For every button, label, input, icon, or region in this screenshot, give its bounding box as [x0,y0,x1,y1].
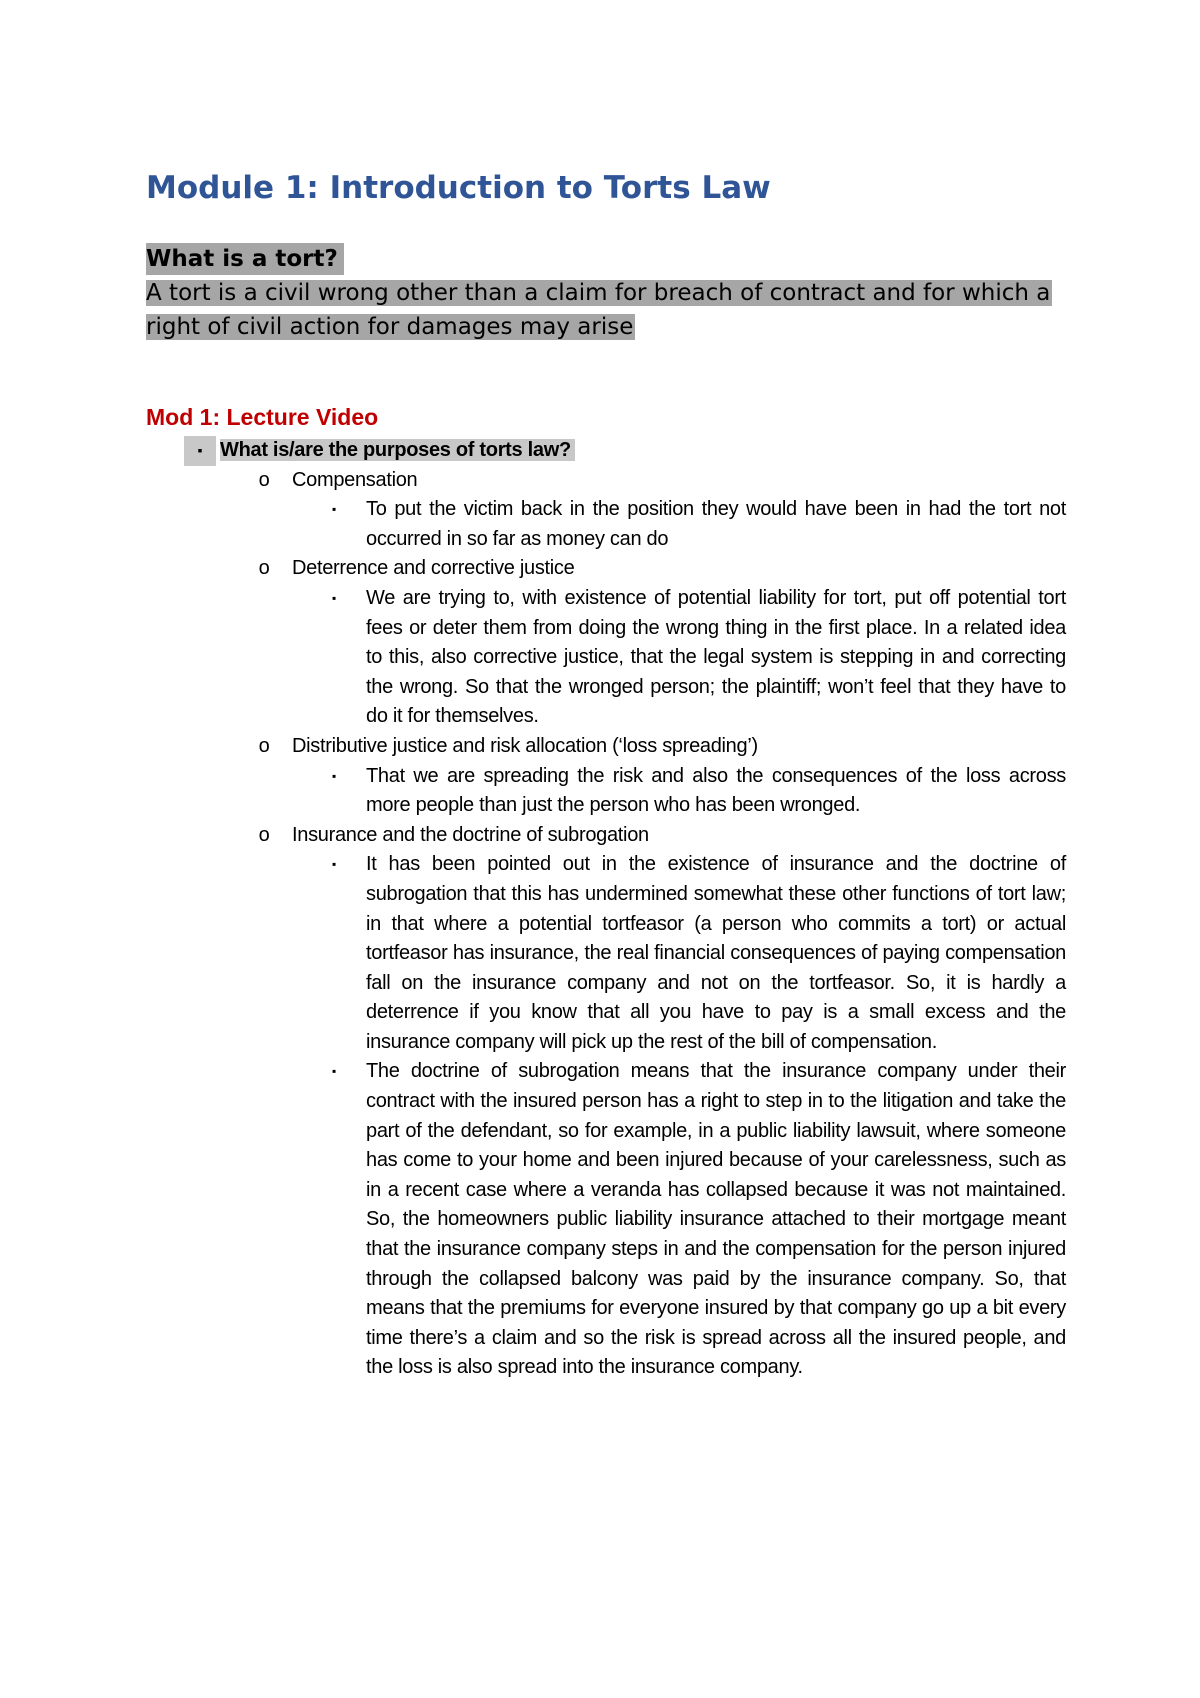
definition-block [146,242,1066,344]
page-title: Module 1: Introduction to Torts Law [146,170,771,206]
circle-bullet-icon: o [258,734,270,757]
purpose-item [146,554,1066,584]
list-item-question [146,436,1066,466]
purpose-point [146,1057,1066,1383]
question-text: What is/are the purposes of torts law? [220,439,575,461]
purpose-point [146,495,1066,554]
circle-bullet-icon: o [258,468,270,491]
purpose-point-text: The doctrine of subrogation means that the insurance company under their contract with the insured person has a right to step in to the litigation and take the part of the defendant, so for example, in a public liability lawsuit, where someone has come to your home and been injured because of your carelessness, such as in a recent case where a veranda has collapsed because it was not maintained. So, the homeowners public liability insurance attached to their mortgage meant that the insurance company steps in and the compensation for the person injured through the collapsed balcony was paid by the insurance company. So, that means that the premiums for everyone insured by that company go up a bit every time there’s a claim and so the risk is spread across all the insured people, and the loss is also spread into the insurance company. [366,1060,1066,1379]
purpose-item [146,732,1066,762]
purpose-point [146,584,1066,732]
purpose-label: Compensation [292,468,418,491]
section-heading: Mod 1: Lecture Video [146,404,379,430]
square-bullet-icon: ▪ [332,768,336,783]
purpose-item [146,821,1066,851]
square-bullet-icon: ▪ [332,502,336,517]
square-bullet-icon: ▪ [332,590,336,605]
circle-bullet-icon: o [258,557,270,580]
purpose-item [146,466,1066,496]
purpose-point [146,850,1066,1057]
square-bullet-icon: ▪ [332,857,336,872]
square-bullet-icon: ▪ [184,436,216,466]
purpose-label: Deterrence and corrective justice [292,557,575,580]
definition-answer-text: A tort is a civil wrong other than a claim for breach of contract and for which a right of civil action for damages may arise [146,280,1051,340]
purpose-point [146,762,1066,821]
definition-question: What is a tort? [146,243,344,275]
purpose-point-text: It has been pointed out in the existence of insurance and the doctrine of subrogation that this has undermined somewhat these other functions of tort law; in that where a potential tortfeasor (a person who commits a tort) or actual tortfeasor has insurance, the real financial consequences of paying compensation fall on the insurance company and not on the tortfeasor. So, it is hardly a deterrence if you know that all you have to pay is a small excess and the insurance company will pick up the rest of the bill of compensation. [366,853,1066,1053]
circle-bullet-icon: o [258,823,270,846]
square-bullet-icon: ▪ [332,1064,336,1079]
purpose-label: Distributive justice and risk allocation (‘loss spreading’) [292,734,758,757]
purposes-list [146,436,1066,1383]
definition-answer [146,276,1066,344]
purpose-point-text: To put the victim back in the position they would have been in had the tort not occurred in so far as money can do [366,498,1066,550]
purpose-label: Insurance and the doctrine of subrogation [292,823,649,846]
purpose-point-text: That we are spreading the risk and also the consequences of the loss across more people than just the person who has been wronged. [366,764,1066,817]
purpose-point-text: We are trying to, with existence of potential liability for tort, put off potential tort fees or deter them from doing the wrong thing in the first place. In a related idea to this, also corrective justice, that the legal system is stepping in and correcting the wrong. So that the wronged person; the plaintiff; won’t feel that they have to do it for themselves. [366,586,1066,728]
